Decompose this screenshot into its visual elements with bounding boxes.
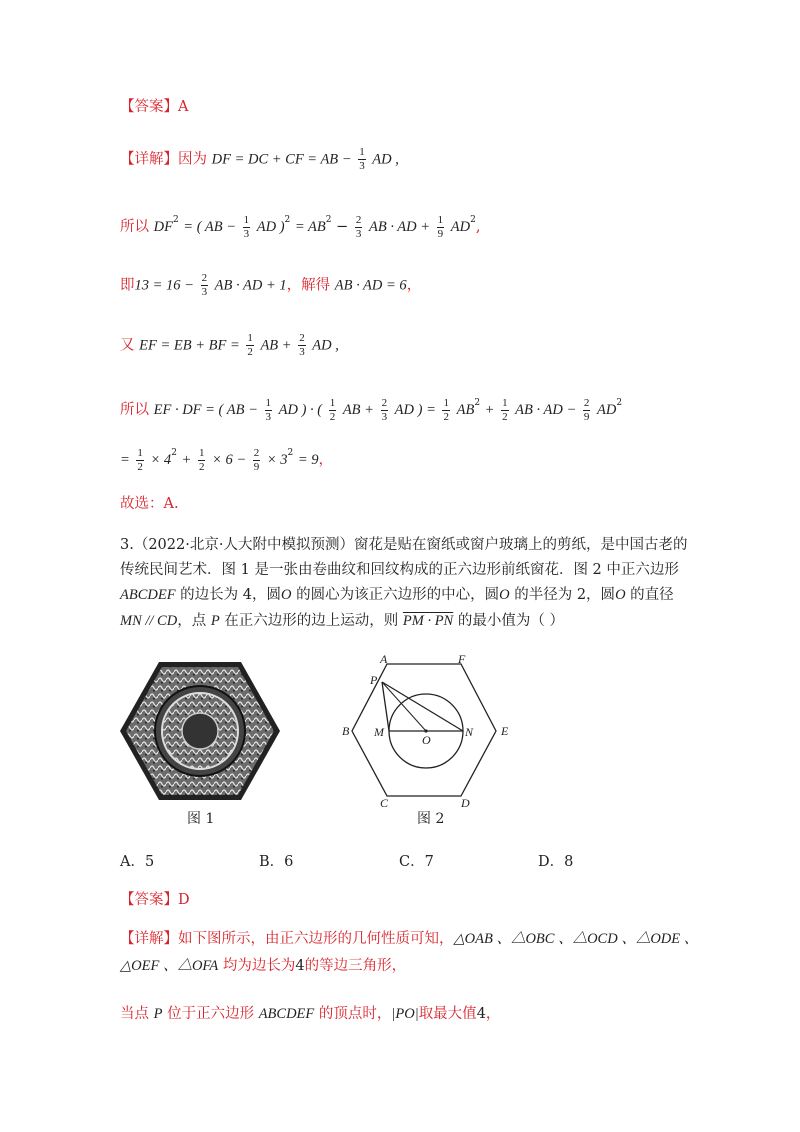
- math-expression: |PO|: [391, 1006, 419, 1022]
- label-f: F: [458, 652, 466, 666]
- label-e: E: [501, 724, 509, 738]
- problem-line-3: [120, 585, 674, 605]
- fraction: [246, 332, 254, 359]
- math-number: 4: [476, 1006, 486, 1022]
- choice-line: 故选：A.: [120, 496, 179, 512]
- problem-text: 的边长为 4，圆: [175, 587, 282, 603]
- math-expression: AB · AD −: [515, 402, 577, 418]
- answer-tag: 【答案】: [120, 892, 178, 908]
- fraction: [329, 397, 337, 424]
- detail-line-3: [120, 272, 421, 299]
- label-p: P: [370, 673, 378, 687]
- exponent: 2: [474, 398, 481, 408]
- fraction-denominator: 3: [381, 410, 388, 423]
- math-expression: +: [484, 402, 495, 418]
- math-expression: EF = EB + BF =: [139, 337, 240, 354]
- math-expression: AD ): [256, 219, 285, 235]
- fraction: [243, 214, 251, 241]
- problem-line-2: 传统民间艺术．图 1 是一张由卷曲纹和回纹构成的正六边形前纸窗花．图 2 中正六边形: [120, 562, 679, 578]
- fraction: [583, 397, 591, 424]
- fraction-numerator: 2: [253, 446, 260, 459]
- math-expression: DF = DC + CF = AB −: [211, 151, 352, 168]
- math-expression: +: [181, 452, 192, 468]
- fraction-denominator: 3: [299, 346, 305, 358]
- detail-text: 当点: [120, 1006, 154, 1022]
- detail3-line-2: [120, 956, 406, 976]
- math-expression: AD ) =: [394, 402, 436, 418]
- exponent: 2: [287, 448, 294, 458]
- math-expression: DF: [153, 219, 173, 235]
- fraction-denominator: 2: [198, 460, 205, 473]
- detail-text: ，解得: [286, 277, 331, 294]
- math-expression: AB · AD = 6: [334, 277, 407, 294]
- math-expression: AD: [596, 402, 617, 418]
- detail-tag: 【详解】: [120, 151, 178, 168]
- option-d[interactable]: D．8: [538, 854, 574, 870]
- fraction-numerator: 1: [502, 396, 508, 409]
- fraction-numerator: 1: [243, 213, 250, 226]
- fraction-numerator: 1: [247, 332, 253, 344]
- fraction: [355, 214, 363, 241]
- label-d: D: [461, 796, 470, 810]
- detail-text: 所以: [120, 219, 149, 235]
- math-expression: EF · DF = ( AB −: [153, 402, 258, 418]
- math-expression: AD: [450, 219, 471, 235]
- fraction: [298, 332, 306, 359]
- math-expression: =: [120, 452, 130, 468]
- exponent: 2: [172, 215, 179, 225]
- problem-text: 的半径为 2，圆: [509, 587, 616, 603]
- fraction-denominator: 9: [583, 410, 590, 423]
- fraction-denominator: 3: [265, 410, 271, 423]
- answer-tag: 【答案】: [120, 99, 178, 115]
- fraction-numerator: 1: [329, 396, 336, 409]
- punctuation: ，: [485, 1006, 501, 1022]
- math-expression: AB · AD +: [368, 219, 431, 235]
- problem-line-1: 3.（2022·北京·人大附中模拟预测）窗花是贴在窗纸或窗户玻璃上的剪纸，是中国古老的: [120, 537, 688, 553]
- option-c[interactable]: C．7: [399, 854, 434, 870]
- answer-line-3: [120, 890, 190, 910]
- math-expression: O: [615, 587, 626, 603]
- math-expression: = ( AB −: [183, 219, 237, 235]
- fraction: [253, 447, 261, 474]
- math-expression: O: [499, 587, 510, 603]
- detail-text: 即: [120, 277, 135, 294]
- math-expression: AB +: [342, 402, 374, 418]
- answer-value: D: [178, 892, 190, 908]
- problem-text: 的直径: [625, 587, 674, 603]
- problem-text: 在正六边形的边上运动，则: [219, 613, 403, 629]
- detail3-line-3: [120, 1004, 500, 1024]
- math-expression: 13 = 16 −: [134, 277, 194, 294]
- option-a[interactable]: A．5: [120, 854, 155, 870]
- fraction-denominator: 3: [201, 286, 208, 298]
- answer-value: A: [178, 99, 189, 115]
- math-expression: MN // CD: [120, 613, 178, 629]
- segment-pn: [382, 682, 463, 731]
- fraction: [136, 447, 144, 474]
- option-b[interactable]: B．6: [259, 854, 294, 870]
- fraction-numerator: 1: [443, 396, 449, 409]
- fraction-denominator: 9: [437, 227, 444, 240]
- detail-text: 因为: [178, 151, 207, 168]
- detail-line-4: [120, 332, 339, 359]
- math-expression: × 3: [266, 452, 288, 468]
- fraction-denominator: 3: [359, 160, 365, 172]
- fraction-denominator: 2: [329, 410, 336, 423]
- math-expression: P: [153, 1006, 163, 1022]
- math-expression: P: [210, 613, 220, 629]
- exponent: 2: [616, 398, 623, 408]
- hexagon-diagram: [340, 650, 520, 810]
- fraction-numerator: 1: [137, 446, 143, 459]
- math-expression: AD ,: [372, 151, 399, 168]
- fraction-denominator: 2: [502, 410, 508, 423]
- fraction: [381, 397, 389, 424]
- label-b: B: [342, 724, 350, 738]
- fraction-numerator: 2: [583, 396, 590, 409]
- detail-text: 的等边三角形，: [304, 958, 407, 974]
- punctuation: ，: [318, 452, 334, 468]
- fraction: [437, 214, 445, 241]
- fraction: [265, 397, 273, 424]
- detail-line-6: [120, 443, 333, 474]
- punctuation: ，: [406, 277, 422, 294]
- math-expression: ABCDEF: [258, 1006, 315, 1022]
- label-n: N: [465, 725, 474, 739]
- fraction-numerator: 1: [437, 213, 444, 226]
- fraction-numerator: 2: [355, 213, 362, 226]
- fraction: [358, 146, 366, 173]
- fraction-numerator: 1: [265, 396, 271, 409]
- fraction-numerator: 2: [299, 332, 305, 344]
- punctuation: ,: [475, 219, 481, 235]
- ornament-center: [182, 713, 218, 749]
- problem-line-4: [120, 611, 564, 631]
- math-expression: = AB: [294, 219, 326, 235]
- fraction-numerator: 2: [201, 272, 208, 284]
- detail3-line-1: [120, 929, 698, 949]
- figure-1-caption: 图 1: [187, 811, 215, 827]
- exponent: 2: [284, 215, 291, 225]
- math-expression: AB · AD + 1: [214, 277, 287, 294]
- math-number: 4: [295, 958, 305, 974]
- problem-text: 的最小值为（ ）: [453, 613, 564, 629]
- fraction: [198, 447, 206, 474]
- detail-line-1: [120, 146, 399, 173]
- fraction: [501, 397, 509, 424]
- problem-text: 的圆心为该正六边形的中心，圆: [291, 587, 500, 603]
- math-expression: × 4: [150, 452, 172, 468]
- detail-text: 又: [120, 337, 135, 354]
- math-expression: AD ) · (: [278, 402, 323, 418]
- detail-text: 取最大值: [418, 1006, 477, 1022]
- fraction-denominator: 3: [355, 227, 362, 240]
- math-expression: × 6 −: [212, 452, 247, 468]
- fraction-numerator: 1: [359, 146, 365, 158]
- math-expression: △OAB 、△OBC 、△OCD 、△ODE 、: [453, 931, 699, 947]
- detail-text: 均为边长为: [218, 958, 296, 974]
- math-expression: △OEF 、△OFA: [120, 958, 219, 974]
- detail-line-2: 所以 $DF^2$ = ( AB − $\frac{1}{3}$ AD )$^2 = AB^2$ − $\frac{2}{3}$ AB · AD + $\frac{1}{9}$ $AD^2$,: [120, 213, 481, 240]
- fraction: [201, 272, 209, 299]
- label-o: O: [422, 733, 431, 747]
- fraction-denominator: 3: [243, 227, 250, 240]
- window-flower-figure: [118, 660, 282, 802]
- fraction-denominator: 2: [443, 410, 449, 423]
- label-m: M: [374, 725, 384, 739]
- label-a: A: [380, 652, 388, 666]
- math-expression: AB +: [260, 337, 292, 354]
- math-expression: AD ,: [312, 337, 339, 354]
- math-expression: = 9: [297, 452, 319, 468]
- label-c: C: [380, 796, 389, 810]
- math-expression: PM · PN: [402, 613, 454, 629]
- math-expression: ABCDEF: [120, 587, 176, 603]
- fraction-denominator: 2: [247, 346, 253, 358]
- detail-text: 的顶点时，: [314, 1006, 392, 1022]
- problem-text: ，点: [177, 613, 211, 629]
- fraction-numerator: 1: [198, 446, 205, 459]
- figure-2-caption: 图 2: [417, 811, 445, 827]
- fraction-denominator: 9: [253, 460, 260, 473]
- detail-text: 如下图所示，由正六边形的几何性质可知，: [178, 931, 454, 947]
- detail-line-5: [120, 393, 622, 424]
- fraction: [442, 397, 450, 424]
- detail-text: 所以: [120, 402, 149, 418]
- math-expression: O: [281, 587, 292, 603]
- detail-text: 位于正六边形: [162, 1006, 259, 1022]
- detail-tag: 【详解】: [120, 931, 178, 947]
- math-expression: AB: [456, 402, 475, 418]
- exponent: 2: [470, 215, 476, 225]
- answer-line: [120, 97, 188, 117]
- exponent: 2: [171, 448, 177, 458]
- fraction-numerator: 2: [381, 396, 388, 409]
- fraction-denominator: 2: [137, 460, 143, 473]
- exponent: 2: [325, 215, 332, 225]
